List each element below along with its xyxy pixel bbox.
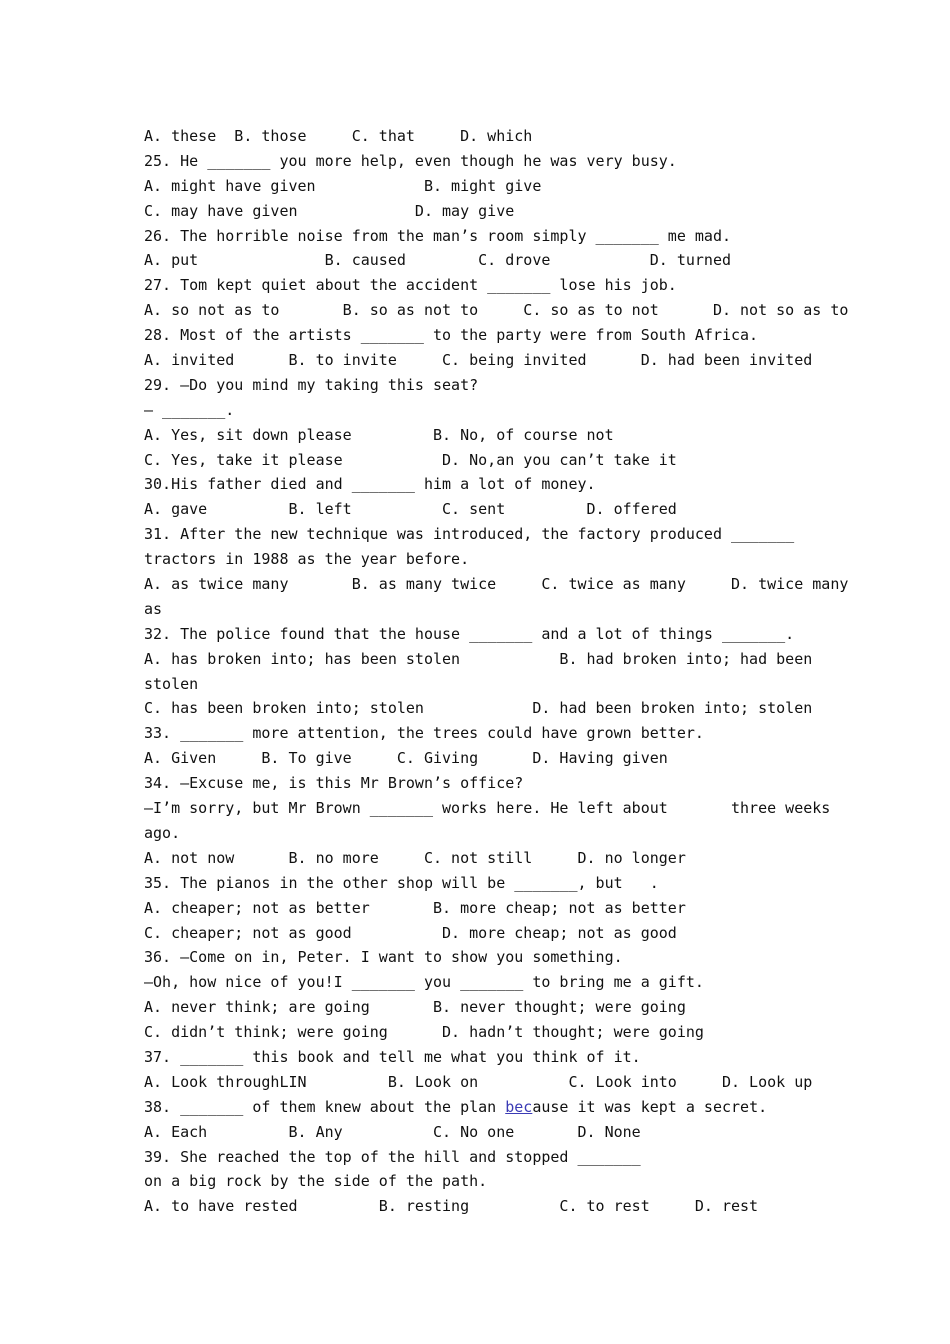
question-34-reply: —I’m sorry, but Mr Brown _______ works here. He left about three weeks (144, 799, 831, 818)
question-35: 35. The pianos in the other shop will be _______, but . (144, 873, 659, 892)
options-35-ab: A. cheaper; not as better B. more cheap; not as better (144, 898, 686, 917)
options-29-cd: C. Yes, take it please D. No,an you can’t take it (144, 450, 677, 469)
question-26: 26. The horrible noise from the man’s room simply _______ me mad. (144, 226, 731, 245)
question-34-cont: ago. (144, 823, 181, 842)
question-31: 31. After the new technique was introduced, the factory produced _______ (144, 525, 795, 544)
options-31-cont: as (144, 599, 163, 618)
options-26: A. put B. caused C. drove D. turned (144, 251, 731, 270)
question-38-text: 38. _______ of them knew about the plan (144, 1097, 506, 1116)
question-39: 39. She reached the top of the hill and stopped _______ (144, 1147, 641, 1166)
question-27: 27. Tom kept quiet about the accident _______ lose his job. (144, 276, 677, 295)
options-35-cd: C. cheaper; not as good D. more cheap; not as good (144, 923, 677, 942)
question-28: 28. Most of the artists _______ to the party were from South Africa. (144, 326, 759, 345)
options-24: A. these B. those C. that D. which (144, 127, 533, 145)
hyperlink[interactable]: bec (505, 1097, 533, 1116)
options-36-cd: C. didn’t think; were going D. hadn’t thought; were going (144, 1023, 704, 1042)
options-27: A. so not as to B. so as not to C. so as to not D. not so as to (144, 301, 849, 320)
options-25-cd: C. may have given D. may give (144, 201, 515, 220)
question-34: 34. —Excuse me, is this Mr Brown’s office? (144, 774, 524, 793)
options-30: A. gave B. left C. sent D. offered (144, 500, 677, 519)
question-31-cont: tractors in 1988 as the year before. (144, 550, 470, 569)
question-29: 29. —Do you mind my taking this seat? (144, 375, 479, 394)
question-33: 33. _______ more attention, the trees could have grown better. (144, 724, 704, 743)
options-32-ab-cont: stolen (144, 674, 199, 693)
options-28: A. invited B. to invite C. being invited D. had been invited (144, 351, 813, 370)
question-32: 32. The police found that the house _______ and a lot of things _______. (144, 624, 795, 643)
question-38-text-end: ause it was kept a secret. (532, 1097, 768, 1116)
options-39: A. to have rested B. resting C. to rest D. rest (144, 1197, 759, 1216)
options-36-ab: A. never think; are going B. never thought; were going (144, 998, 686, 1017)
question-29-reply: — _______. (144, 400, 235, 419)
options-33: A. Given B. To give C. Giving D. Having given (144, 749, 668, 768)
options-25-ab: A. might have given B. might give (144, 176, 542, 195)
options-37: A. Look throughLIN B. Look on C. Look into D. Look up (144, 1072, 813, 1091)
question-25: 25. He _______ you more help, even though he was very busy. (144, 151, 677, 170)
question-list (144, 124, 849, 1219)
question-30: 30.His father died and _______ him a lot of money. (144, 475, 596, 494)
question-38 (144, 1095, 824, 1120)
question-36-reply: —Oh, how nice of you!I _______ you _______ to bring me a gift. (144, 973, 704, 992)
question-37: 37. _______ this book and tell me what you think of it. (144, 1047, 641, 1066)
options-31: A. as twice many B. as many twice C. twice as many D. twice many (144, 575, 849, 594)
options-32-ab: A. has broken into; has been stolen B. had broken into; had been (144, 649, 813, 668)
question-39-cont: on a big rock by the side of the path. (144, 1172, 488, 1191)
options-32-cd: C. has been broken into; stolen D. had been broken into; stolen (144, 699, 813, 718)
options-38: A. Each B. Any C. No one D. None (144, 1122, 641, 1141)
question-36: 36. —Come on in, Peter. I want to show you something. (144, 948, 623, 967)
options-29-ab: A. Yes, sit down please B. No, of course not (144, 425, 614, 444)
options-34: A. not now B. no more C. not still D. no longer (144, 848, 686, 867)
